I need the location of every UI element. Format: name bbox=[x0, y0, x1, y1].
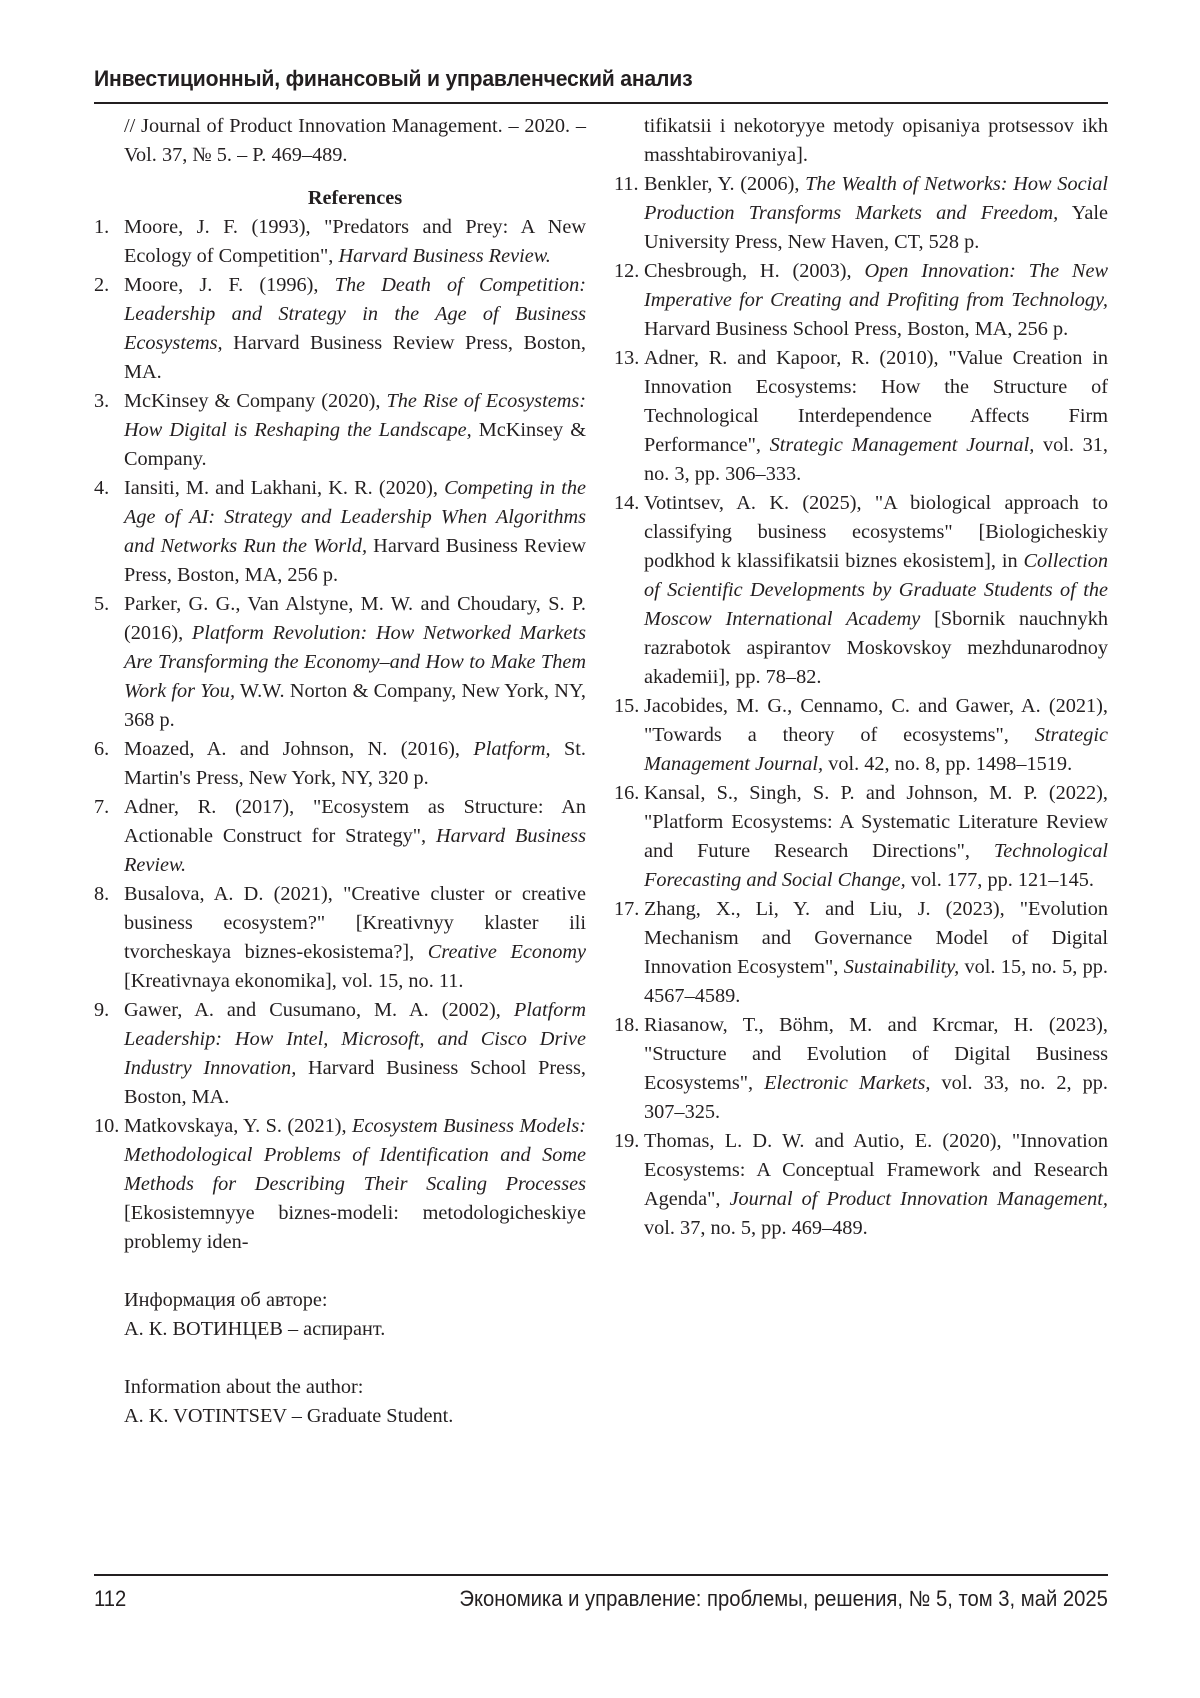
reference-list-right bbox=[614, 170, 1108, 1243]
reference-number: 13. bbox=[614, 347, 640, 369]
reference-number: 3. bbox=[94, 390, 110, 412]
reference-text: Moore, J. F. (1993), "Predators and Prey: A New Ecology of Competition", bbox=[124, 216, 586, 267]
reference-number: 14. bbox=[614, 492, 640, 514]
reference-body bbox=[644, 1011, 1108, 1127]
reference-item bbox=[614, 170, 1108, 257]
reference-item bbox=[94, 1112, 586, 1257]
page-number: 112 bbox=[94, 1586, 127, 1611]
reference-body bbox=[124, 996, 586, 1112]
reference-number: 10. bbox=[94, 1115, 120, 1137]
reference-text: Harvard Business School Press, Boston, MA. bbox=[124, 1057, 587, 1108]
reference-text: W.W. Norton & Company, New York, NY, 368 p. bbox=[124, 680, 586, 731]
spacer bbox=[124, 1344, 586, 1373]
reference-number: 6. bbox=[94, 738, 110, 760]
reference-body bbox=[124, 213, 586, 271]
reference-body bbox=[644, 895, 1108, 1011]
reference-text: vol. 42, no. 8, pp. 1498–1519. bbox=[823, 753, 1073, 775]
reference-number: 19. bbox=[614, 1130, 640, 1152]
reference-item bbox=[94, 590, 586, 735]
header-rule bbox=[94, 102, 1108, 104]
author-info-ru-label: Информация об авторе: bbox=[124, 1289, 328, 1311]
reference-body bbox=[644, 779, 1108, 895]
reference-item bbox=[94, 271, 586, 387]
italic-title: Platform, bbox=[473, 738, 551, 760]
references-heading: References bbox=[307, 187, 403, 209]
reference-text: St. Martin's Press, New York, NY, 320 p. bbox=[124, 738, 586, 789]
italic-title: Sustainability, bbox=[843, 956, 960, 978]
italic-title: Electronic Markets, bbox=[764, 1072, 931, 1094]
italic-title: Strategic Management Journal, bbox=[644, 724, 1108, 775]
reference-item bbox=[94, 793, 586, 880]
journal-title: Экономика и управление: проблемы, решения, № 5, том 3, май 2025 bbox=[459, 1586, 1108, 1611]
reference-text: vol. 33, no. 2, pp. 307–325. bbox=[644, 1072, 1108, 1123]
italic-title: Strategic Management Journal, bbox=[769, 434, 1035, 456]
reference-text: Moazed, A. and Johnson, N. (2016), bbox=[124, 738, 474, 760]
footer-rule bbox=[94, 1574, 1108, 1576]
reference-item bbox=[614, 1011, 1108, 1127]
italic-title: Creative Economy bbox=[427, 941, 586, 963]
reference-text: vol. 177, pp. 121–145. bbox=[905, 869, 1094, 891]
reference-number: 12. bbox=[614, 260, 640, 282]
reference-text: vol. 15, no. 5, pp. 4567–4589. bbox=[644, 956, 1108, 1007]
reference-body bbox=[124, 271, 586, 387]
author-info-en-name: A. K. VOTINTSEV – Graduate Student. bbox=[124, 1405, 454, 1427]
reference-text: Moore, J. F. (1996), bbox=[124, 274, 335, 296]
italic-title: Technological Forecasting and Social Change, bbox=[644, 840, 1108, 891]
reference-item bbox=[94, 213, 586, 271]
author-info bbox=[94, 1286, 586, 1431]
reference-item bbox=[614, 1127, 1108, 1243]
reference-body bbox=[644, 1127, 1108, 1243]
reference-item bbox=[94, 880, 586, 996]
author-info-en-label: Information about the author: bbox=[124, 1376, 364, 1398]
reference-text: Benkler, Y. (2006), bbox=[644, 173, 806, 195]
reference-text: Jacobides, M. G., Cennamo, C. and Gawer, A. (2021), "Towards a theory of ecosystems", bbox=[644, 695, 1108, 746]
italic-title: Harvard Business Review. bbox=[124, 825, 586, 876]
italic-title: Harvard Business Review. bbox=[338, 245, 551, 267]
reference-number: 15. bbox=[614, 695, 640, 717]
reference-item bbox=[614, 257, 1108, 344]
reference-body bbox=[644, 257, 1108, 344]
reference-text: Adner, R. (2017), "Ecosystem as Structure: An Actionable Construct for Strategy", bbox=[124, 796, 586, 847]
reference-text: Iansiti, M. and Lakhani, K. R. (2020), bbox=[124, 477, 445, 499]
author-info-ru-name: А. К. ВОТИНЦЕВ – аспирант. bbox=[124, 1318, 386, 1340]
reference-text: Zhang, X., Li, Y. and Liu, J. (2023), "Evolution Mechanism and Governance Model of Digital Innovation Ecosystem", bbox=[644, 898, 1108, 978]
reference-text: vol. 31, no. 3, pp. 306–333. bbox=[644, 434, 1108, 485]
reference-text: [Ekosistemnyye biznes-modeli: metodologicheskiye problemy iden- bbox=[124, 1202, 586, 1253]
reference-text: McKinsey & Company. bbox=[124, 419, 586, 470]
italic-title: Competing in the Age of AI: Strategy and Leadership When Algorithms and Networks Run the World, bbox=[124, 477, 586, 557]
reference-number: 16. bbox=[614, 782, 640, 804]
italic-title: Platform Leadership: How Intel, Microsoft, and Cisco Drive Industry Innovation, bbox=[124, 999, 586, 1079]
reference-text: McKinsey & Company (2020), bbox=[124, 390, 387, 412]
reference-body bbox=[644, 170, 1108, 257]
reference-body bbox=[124, 1112, 586, 1257]
reference-body bbox=[644, 344, 1108, 489]
reference-text: vol. 37, no. 5, pp. 469–489. bbox=[644, 1217, 868, 1239]
reference-item bbox=[614, 344, 1108, 489]
reference-text: Adner, R. and Kapoor, R. (2010), "Value Creation in Innovation Ecosystems: How the Structure of Technological Interdependence Affects Firm Performance", bbox=[644, 347, 1108, 456]
continued-reference bbox=[614, 112, 1108, 170]
reference-text: [Sbornik nauchnykh razrabotok aspirantov Moskovskoy mezhdunarodnoy akademii], pp. 78–82. bbox=[644, 608, 1108, 688]
left-column bbox=[94, 112, 586, 1431]
reference-number: 17. bbox=[614, 898, 640, 920]
reference-text: Harvard Business Review Press, Boston, MA, 256 p. bbox=[124, 535, 586, 586]
reference-item bbox=[94, 474, 586, 590]
italic-title: Platform Revolution: How Networked Markets Are Transforming the Economy–and How to Make Them Work for You, bbox=[124, 622, 586, 702]
reference-text: Votintsev, A. K. (2025), "A biological approach to classifying business ecosystems" [Biologicheskiy podkhod k klassifikatsii biznes ekosistem], in bbox=[644, 492, 1108, 572]
reference-number: 7. bbox=[94, 796, 110, 818]
italic-title: The Death of Competition: Leadership and Strategy in the Age of Business Ecosystems, bbox=[124, 274, 586, 354]
italic-title: Collection of Scientific Developments by Graduate Students of the Moscow International Academy bbox=[644, 550, 1108, 630]
reference-text: Gawer, A. and Cusumano, M. A. (2002), bbox=[124, 999, 514, 1021]
italic-title: The Rise of Ecosystems: How Digital is Reshaping the Landscape, bbox=[124, 390, 586, 441]
italic-title: The Wealth of Networks: How Social Production Transforms Markets and Freedom, bbox=[644, 173, 1108, 224]
right-column bbox=[614, 112, 1108, 1243]
reference-text: Busalova, A. D. (2021), "Creative cluster or creative business ecosystem?" [Kreativnyy klaster ili tvorcheskaya biznes-ekosistema?], bbox=[124, 883, 586, 963]
reference-number: 11. bbox=[614, 173, 639, 195]
reference-body bbox=[124, 735, 586, 793]
reference-body bbox=[124, 387, 586, 474]
reference-text: Chesbrough, H. (2003), bbox=[644, 260, 865, 282]
reference-number: 18. bbox=[614, 1014, 640, 1036]
reference-body bbox=[124, 474, 586, 590]
reference-item bbox=[94, 996, 586, 1112]
reference-number: 1. bbox=[94, 216, 110, 238]
reference-number: 2. bbox=[94, 274, 110, 296]
reference-item bbox=[94, 387, 586, 474]
reference-text: Riasanow, T., Böhm, M. and Krcmar, H. (2023), "Structure and Evolution of Digital Business Ecosystems", bbox=[644, 1014, 1108, 1094]
continued-reference bbox=[94, 112, 586, 170]
italic-title: Ecosystem Business Models: Methodological Problems of Identification and Some Methods for Describing Their Scaling Processes bbox=[124, 1115, 586, 1195]
reference-number: 5. bbox=[94, 593, 110, 615]
reference-number: 9. bbox=[94, 999, 110, 1021]
reference-text: tifikatsii i nekotoryye metody opisaniya protsessov ikh masshtabirovaniya]. bbox=[644, 115, 1108, 166]
reference-number: 8. bbox=[94, 883, 110, 905]
reference-text: [Kreativnaya ekonomika], vol. 15, no. 11. bbox=[124, 970, 464, 992]
reference-item bbox=[614, 489, 1108, 692]
italic-title: Journal of Product Innovation Management, bbox=[729, 1188, 1108, 1210]
reference-text: Thomas, L. D. W. and Autio, E. (2020), "Innovation Ecosystems: A Conceptual Framework and Research Agenda", bbox=[644, 1130, 1108, 1210]
reference-text: Parker, G. G., Van Alstyne, M. W. and Choudary, S. P. (2016), bbox=[124, 593, 586, 644]
reference-item bbox=[94, 735, 586, 793]
reference-text: // Journal of Product Innovation Management. – 2020. – Vol. 37, № 5. – P. 469–489. bbox=[124, 115, 586, 166]
reference-item bbox=[614, 895, 1108, 1011]
reference-body bbox=[124, 793, 586, 880]
reference-body bbox=[124, 880, 586, 996]
reference-body bbox=[644, 692, 1108, 779]
reference-body bbox=[124, 590, 586, 735]
reference-item bbox=[614, 779, 1108, 895]
reference-text: Harvard Business School Press, Boston, MA, 256 p. bbox=[644, 318, 1069, 340]
reference-text: Matkovskaya, Y. S. (2021), bbox=[124, 1115, 353, 1137]
reference-text: Kansal, S., Singh, S. P. and Johnson, M. P. (2022), "Platform Ecosystems: A Systematic Literature Review and Future Research Directions", bbox=[644, 782, 1108, 862]
running-head: Инвестиционный, финансовый и управленческий анализ bbox=[94, 66, 693, 91]
reference-number: 4. bbox=[94, 477, 110, 499]
reference-body bbox=[644, 489, 1108, 692]
reference-list-left bbox=[94, 213, 586, 1257]
reference-text: Yale University Press, New Haven, CT, 528 p. bbox=[644, 202, 1108, 253]
reference-text: Harvard Business Review Press, Boston, MA. bbox=[124, 332, 586, 383]
reference-item bbox=[614, 692, 1108, 779]
italic-title: Open Innovation: The New Imperative for Creating and Profiting from Technology, bbox=[644, 260, 1108, 311]
